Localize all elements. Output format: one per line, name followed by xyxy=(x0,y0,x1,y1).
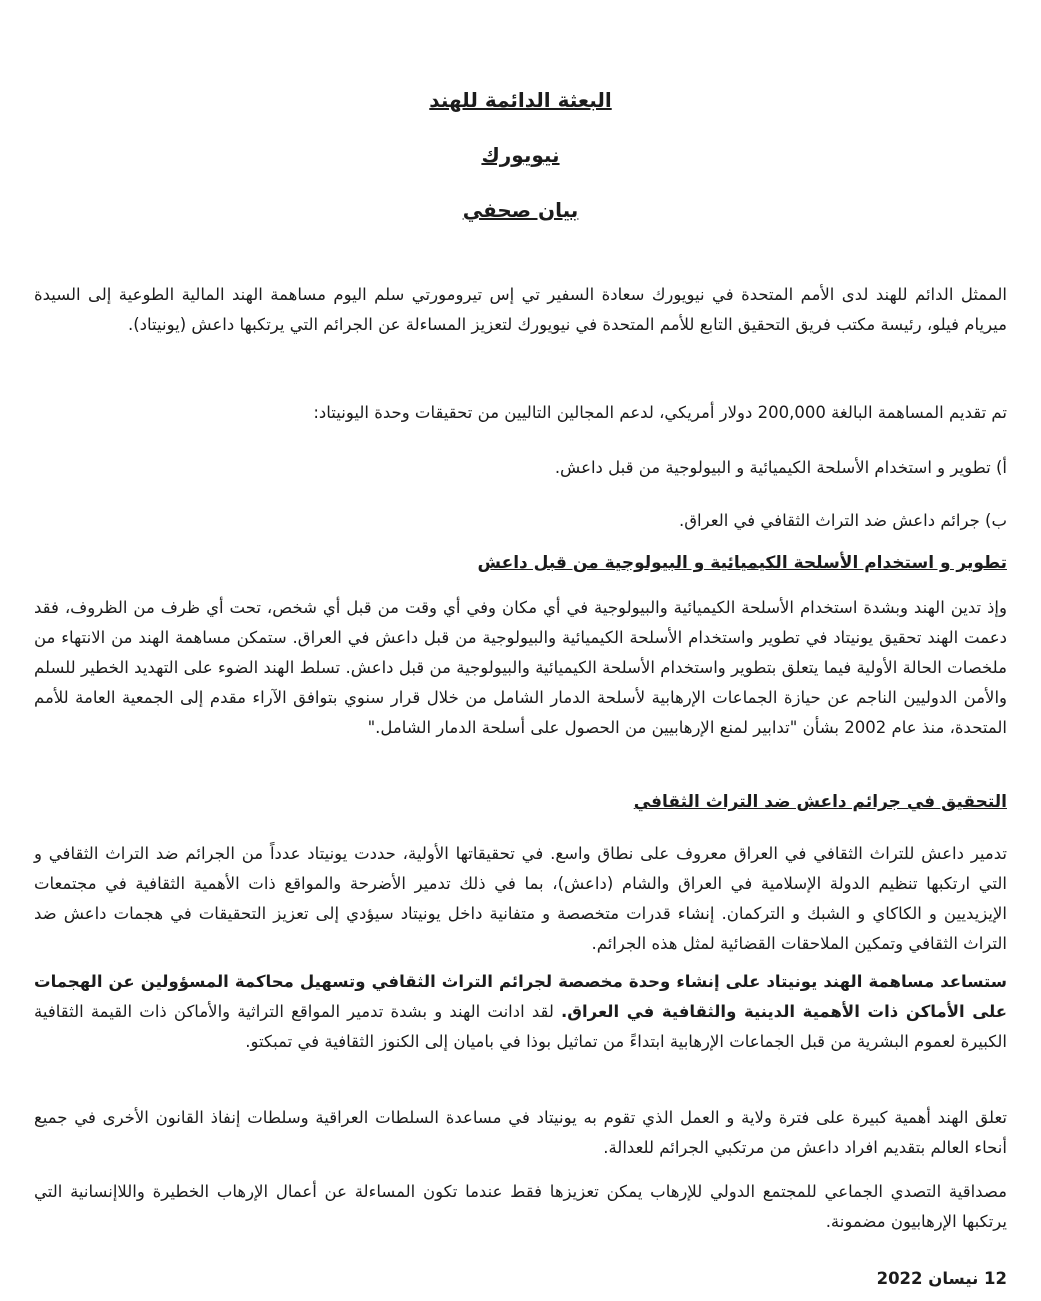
heritage-bold-sentence: ستساعد مساهمة الهند يونيتاد على إنشاء وحدة مخصصة لجرائم التراث الثقافي وتسهيل محاكمة المسؤولين عن الهجمات على الأماكن ذات الأهمية الدينية والثقافية في العراق. xyxy=(34,971,1007,1021)
closing-credibility-paragraph: مصداقية التصدي الجماعي للمجتمع الدولي للإرهاب يمكن تعزيزها فقط عندما تكون المساءلة عن أعمال الإرهاب الخطيرة واللاإنسانية التي يرتكبها الإرهابيون مضمونة. xyxy=(34,1181,1007,1231)
section-weapons-heading: تطوير و استخدام الأسلحة الكيميائية و البيولوجية من قبل داعش xyxy=(477,553,1007,574)
section-heritage-heading: التحقيق في جرائم داعش ضد التراث الثقافي xyxy=(633,792,1007,813)
heritage-regular-sentence: لقد ادانت الهند و بشدة تدمير المواقع التراثية والأماكن ذات القيمة الثقافية الكبيرة لعموم البشرية من قبل الجماعات الإرهابية ابتداءً من تماثيل بوذا في باميان إلى الكنوز الثقافية في تمبكتو. xyxy=(34,1001,1007,1051)
section-heritage-emphasis-paragraph xyxy=(34,967,1007,1057)
doc-type-title: بيان صحفي xyxy=(462,198,579,222)
section-weapons-body: وإذ تدين الهند وبشدة استخدام الأسلحة الكيميائية والبيولوجية في أي مكان وفي أي وقت من قبل أي شخص، تحت أي ظرف من الظروف، فقد دعمت الهند تحقيق يونيتاد في تطوير واستخدام الأسلحة الكيميائية والبيولوجية من قبل داعش في العراق. ستمكن مساهمة الهند من الانتهاء من ملخصات الحالة الأولية فيما يتعلق بتطوير واستخدام الأسلحة الكيميائية والبيولوجية من قبل داعش. تسلط الهند الضوء على التهديد الخطير للسلم والأمن الدوليين الناجم عن حيازة الجماعات الإرهابية لأسلحة الدمار الشامل من خلال قرار سنوي بتوافق الآراء مقدم إلى الجمعية العامة للأمم المتحدة، منذ عام 2002 بشأن "تدابير لمنع الإرهابيين من الحصول على أسلحة الدمار الشامل." xyxy=(34,598,1007,738)
list-item-a: أ) تطوير و استخدام الأسلحة الكيميائية و البيولوجية من قبل داعش. xyxy=(554,458,1007,478)
mission-title: البعثة الدائمة للهند xyxy=(429,88,612,112)
city-title: نيويورك xyxy=(481,143,560,167)
contribution-line: تم تقديم المساهمة البالغة 200,000 دولار أمريكي، لدعم المجالين التاليين من تحقيقات وحدة اليونيتاد: xyxy=(313,403,1007,423)
document-header xyxy=(34,88,1007,222)
date-line: 12 نيسان 2022 xyxy=(876,1268,1007,1288)
closing-mandate-paragraph: تعلق الهند أهمية كبيرة على فترة ولاية و العمل الذي تقوم به يونيتاد في مساعدة السلطات العراقية وسلطات إنفاذ القانون الأخرى في جميع أنحاء العالم بتقديم افراد داعش من مرتكبي الجرائم للعدالة. xyxy=(34,1107,1007,1157)
intro-paragraph: الممثل الدائم للهند لدى الأمم المتحدة في نيويورك سعادة السفير تي إس تيرومورتي سلم اليوم مساهمة الهند المالية الطوعية إلى السيدة ميريام فيلو، رئيسة مكتب فريق التحقيق التابع للأمم المتحدة في نيويورك لتعزيز المساءلة عن الجرائم التي يرتكبها داعش (يونيتاد). xyxy=(34,285,1007,335)
list-item-b: ب) جرائم داعش ضد التراث الثقافي في العراق. xyxy=(679,511,1007,531)
section-heritage-body: تدمير داعش للتراث الثقافي في العراق معروف على نطاق واسع. في تحقيقاتها الأولية، حددت يونيتاد عدداً من الجرائم ضد التراث الثقافي و التي ارتكبها تنظيم الدولة الإسلامية في العراق والشام (داعش)، بما في ذلك تدمير الأضرحة والمواقع ذات الأهمية الثقافية في مجتمعات الإيزيديين و الكاكاي و الشبك و التركمان. إنشاء قدرات متخصصة و متفانية داخل يونيتاد سيؤدي إلى تعزيز التحقيقات في هجمات داعش ضد التراث الثقافي وتمكين الملاحقات القضائية لمثل هذه الجرائم. xyxy=(34,843,1007,953)
